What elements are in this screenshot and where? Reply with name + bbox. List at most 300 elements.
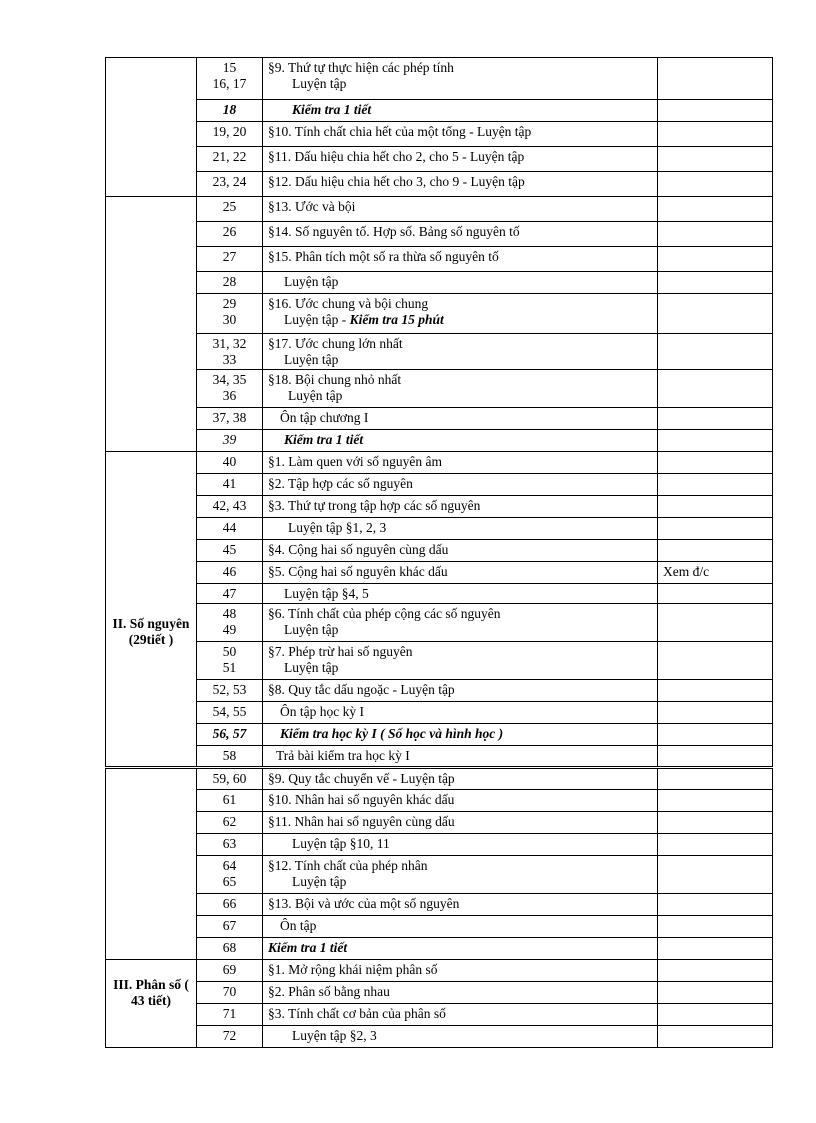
lesson-title: Luyện tập [284, 622, 339, 637]
period-number: 36 [222, 388, 237, 403]
lesson-title: Luyện tập [292, 76, 347, 91]
lesson-title: Luyện tập §2, 3 [292, 1028, 377, 1043]
period-number-cell [197, 540, 263, 562]
lesson-line [268, 498, 657, 514]
lesson-title: Luyện tập §10, 11 [292, 836, 390, 851]
lesson-line [268, 962, 657, 978]
lesson-title: §13. Bội và ước của một số nguyên [268, 896, 460, 911]
period-number: 45 [222, 542, 237, 557]
lesson-line [268, 814, 657, 830]
note-cell [658, 518, 773, 540]
lesson-cell [263, 408, 658, 430]
period-number-cell [197, 496, 263, 518]
period-number: 62 [222, 814, 237, 829]
period-number-cell [197, 474, 263, 496]
table-row [106, 584, 773, 604]
period-number: 28 [222, 274, 237, 289]
note-cell [658, 496, 773, 518]
period-number-cell [197, 834, 263, 856]
lesson-cell [263, 58, 658, 100]
period-number-cell [197, 982, 263, 1004]
section-cell [106, 768, 197, 960]
lesson-cell [263, 430, 658, 452]
period-number: 23, 24 [212, 174, 247, 189]
lesson-line [268, 296, 657, 312]
lesson-cell [263, 1026, 658, 1048]
lesson-line [268, 726, 657, 742]
lesson-line [268, 564, 657, 580]
section-title: III. Phân số ( 43 tiết) [106, 960, 197, 1026]
period-number: 61 [222, 792, 237, 807]
lesson-line [268, 771, 657, 787]
lesson-cell [263, 584, 658, 604]
lesson-line [268, 149, 657, 165]
lesson-title: §12. Tính chất của phép nhân [268, 858, 428, 873]
table-row [106, 197, 773, 222]
period-number-cell [197, 334, 263, 370]
lesson-title: §10. Nhân hai số nguyên khác dấu [268, 792, 455, 807]
note-cell [658, 834, 773, 856]
lesson-line [268, 432, 657, 448]
lesson-cell [263, 768, 658, 790]
lesson-cell [263, 518, 658, 540]
period-number-cell [197, 272, 263, 294]
lesson-title: Luyện tập [288, 388, 343, 403]
table-row [106, 247, 773, 272]
lesson-cell [263, 856, 658, 894]
lesson-line [268, 874, 657, 890]
note-cell [658, 702, 773, 724]
table-row [106, 100, 773, 122]
section-cell [106, 452, 197, 584]
lesson-line [268, 984, 657, 1000]
lesson-line [268, 124, 657, 140]
note-cell [658, 1004, 773, 1026]
note-cell [658, 474, 773, 496]
lesson-cell [263, 452, 658, 474]
note-cell [658, 790, 773, 812]
lesson-line [268, 644, 657, 660]
lesson-line [268, 274, 657, 290]
table-row [106, 452, 773, 474]
note-cell [658, 147, 773, 172]
lesson-line [268, 199, 657, 215]
table-row [106, 562, 773, 584]
lesson-title: §5. Cộng hai số nguyên khác dấu [268, 564, 448, 579]
lesson-cell [263, 916, 658, 938]
period-number-cell [197, 197, 263, 222]
period-number: 34, 35 [212, 372, 247, 387]
period-number: 44 [222, 520, 237, 535]
lesson-cell [263, 960, 658, 982]
lesson-line [268, 174, 657, 190]
note-cell [658, 272, 773, 294]
period-number: 50 [222, 644, 237, 659]
table-row [106, 474, 773, 496]
lesson-line [268, 606, 657, 622]
lesson-line [268, 249, 657, 265]
note-cell [658, 334, 773, 370]
lesson-line [268, 76, 657, 92]
lesson-line [268, 410, 657, 426]
lesson-title: §1. Làm quen với số nguyên âm [268, 454, 442, 469]
table-row [106, 172, 773, 197]
table-row [106, 518, 773, 540]
lesson-title: §12. Dấu hiệu chia hết cho 3, cho 9 - Luyện tập [268, 174, 525, 189]
lesson-cell [263, 1004, 658, 1026]
lesson-line [268, 660, 657, 676]
lesson-title: Ôn tập chương I [280, 410, 369, 425]
table-row [106, 746, 773, 768]
period-number-cell [197, 222, 263, 247]
period-number: 72 [222, 1028, 237, 1043]
period-number: 37, 38 [212, 410, 247, 425]
note-cell [658, 197, 773, 222]
table-row [106, 724, 773, 746]
period-number-cell [197, 680, 263, 702]
lesson-title: §1. Mở rộng khái niệm phân số [268, 962, 438, 977]
lesson-cell [263, 474, 658, 496]
table-row [106, 430, 773, 452]
lesson-title: Luyện tập §4, 5 [284, 586, 369, 601]
lesson-schedule-table [105, 57, 773, 1048]
table-row [106, 1026, 773, 1048]
lesson-line [268, 60, 657, 76]
period-number-cell [197, 1026, 263, 1048]
period-number: 19, 20 [212, 124, 247, 139]
note-cell [658, 724, 773, 746]
lesson-cell [263, 894, 658, 916]
lesson-cell [263, 370, 658, 408]
note-cell [658, 430, 773, 452]
lesson-line [268, 586, 657, 602]
lesson-line [268, 476, 657, 492]
note-cell [658, 642, 773, 680]
section-cell [106, 680, 197, 768]
period-number: 46 [222, 564, 237, 579]
period-number: 58 [222, 748, 237, 763]
period-number-cell [197, 856, 263, 894]
lesson-title: §15. Phân tích một số ra thừa số nguyên tố [268, 249, 499, 264]
period-number: 25 [222, 199, 237, 214]
note-cell [658, 746, 773, 768]
section-cell [106, 1026, 197, 1048]
lesson-line [268, 748, 657, 764]
lesson-title: §6. Tính chất của phép cộng các số nguyên [268, 606, 501, 621]
lesson-cell [263, 334, 658, 370]
note-cell [658, 584, 773, 604]
period-number: 48 [222, 606, 237, 621]
period-number-cell [197, 790, 263, 812]
period-number-cell [197, 294, 263, 334]
table-row [106, 604, 773, 642]
lesson-title: Luyện tập [292, 874, 347, 889]
table-row [106, 768, 773, 790]
period-number: 15 [222, 60, 237, 75]
period-number: 66 [222, 896, 237, 911]
note-cell [658, 172, 773, 197]
table-row [106, 790, 773, 812]
lesson-title: Luyện tập [284, 274, 339, 289]
note-cell [658, 856, 773, 894]
note-cell [658, 247, 773, 272]
lesson-title: §3. Thứ tự trong tập hợp các số nguyên [268, 498, 481, 513]
lesson-cell [263, 247, 658, 272]
table-row [106, 982, 773, 1004]
period-number: 29 [222, 296, 237, 311]
period-number-cell [197, 122, 263, 147]
note-cell [658, 938, 773, 960]
lesson-cell [263, 562, 658, 584]
lesson-title: §14. Số nguyên tố. Hợp số. Bảng số nguyên tố [268, 224, 520, 239]
table-row [106, 960, 773, 982]
period-number: 52, 53 [212, 682, 247, 697]
note-cell [658, 370, 773, 408]
period-number-cell [197, 452, 263, 474]
note-cell [658, 540, 773, 562]
note-cell: Xem đ/c [658, 562, 773, 584]
table-row [106, 834, 773, 856]
note-cell [658, 100, 773, 122]
lesson-title: §8. Quy tắc dấu ngoặc - Luyện tập [268, 682, 455, 697]
period-number: 31, 32 [212, 336, 247, 351]
period-number: 40 [222, 454, 237, 469]
lesson-line [268, 682, 657, 698]
note-cell [658, 768, 773, 790]
lesson-line [268, 918, 657, 934]
lesson-line [268, 388, 657, 404]
period-number: 47 [222, 586, 237, 601]
period-number-cell [197, 100, 263, 122]
lesson-cell [263, 834, 658, 856]
period-number-cell [197, 894, 263, 916]
note-cell [658, 680, 773, 702]
period-number-cell [197, 147, 263, 172]
period-number-cell [197, 746, 263, 768]
period-number: 64 [222, 858, 237, 873]
lesson-title: §2. Phân số bằng nhau [268, 984, 390, 999]
table-row [106, 222, 773, 247]
period-number: 71 [222, 1006, 237, 1021]
lesson-line [268, 542, 657, 558]
table-row [106, 702, 773, 724]
lesson-title: Kiểm tra 1 tiết [292, 102, 372, 117]
lesson-title: Kiểm tra 1 tiết [284, 432, 364, 447]
lesson-line [268, 858, 657, 874]
period-number: 67 [222, 918, 237, 933]
table-row [106, 894, 773, 916]
period-number: 49 [222, 622, 237, 637]
table-row [106, 122, 773, 147]
table-row [106, 680, 773, 702]
period-number: 65 [222, 874, 237, 889]
period-number-cell [197, 916, 263, 938]
note-cell [658, 812, 773, 834]
lesson-line [268, 1006, 657, 1022]
note-cell [658, 58, 773, 100]
lesson-line [268, 836, 657, 852]
note-cell [658, 452, 773, 474]
period-number-cell [197, 812, 263, 834]
lesson-title: §17. Ước chung lớn nhất [268, 336, 403, 351]
lesson-cell [263, 938, 658, 960]
lesson-cell [263, 790, 658, 812]
lesson-title: §16. Ước chung và bội chung [268, 296, 429, 311]
table-row [106, 1004, 773, 1026]
lesson-cell [263, 604, 658, 642]
table-row [106, 408, 773, 430]
lesson-cell [263, 222, 658, 247]
period-number: 26 [222, 224, 237, 239]
lesson-line [268, 520, 657, 536]
note-cell [658, 1026, 773, 1048]
lesson-cell [263, 496, 658, 518]
lesson-title: §4. Cộng hai số nguyên cùng dấu [268, 542, 449, 557]
lesson-line [268, 940, 657, 956]
note-cell [658, 916, 773, 938]
period-number-cell [197, 58, 263, 100]
lesson-cell [263, 702, 658, 724]
table-row [106, 642, 773, 680]
lesson-title: §11. Dấu hiệu chia hết cho 2, cho 5 - Luyện tập [268, 149, 525, 164]
lesson-title: §11. Nhân hai số nguyên cùng dấu [268, 814, 455, 829]
lesson-line [268, 102, 657, 118]
period-number: 54, 55 [212, 704, 247, 719]
lesson-line [268, 224, 657, 240]
note-cell [658, 982, 773, 1004]
lesson-cell [263, 746, 658, 768]
lesson-title: Ôn tập [280, 918, 317, 933]
lesson-title: §10. Tính chất chia hết của một tổng - Luyện tập [268, 124, 532, 139]
period-number: 27 [222, 249, 237, 264]
lesson-cell [263, 294, 658, 334]
lesson-line [268, 896, 657, 912]
note-cell [658, 294, 773, 334]
period-number-cell [197, 518, 263, 540]
section-title: II. Số nguyên (29tiết ) [106, 584, 197, 680]
note-cell [658, 960, 773, 982]
lesson-title: §9. Thứ tự thực hiện các phép tính [268, 60, 454, 75]
period-number: 30 [222, 312, 237, 327]
lesson-title: §7. Phép trừ hai số nguyên [268, 644, 413, 659]
lesson-test-note: Kiểm tra 15 phút [349, 312, 444, 327]
table-row [106, 540, 773, 562]
table-row [106, 856, 773, 894]
lesson-cell [263, 122, 658, 147]
lesson-cell [263, 172, 658, 197]
period-number-cell [197, 724, 263, 746]
lesson-title: Ôn tập học kỳ I [280, 704, 364, 719]
section-cell [106, 58, 197, 197]
period-number: 16, 17 [212, 76, 247, 91]
lesson-title: Luyện tập - [284, 312, 350, 327]
table-row [106, 370, 773, 408]
lesson-title: Kiểm tra 1 tiết [268, 940, 348, 955]
table-row [106, 272, 773, 294]
note-cell [658, 222, 773, 247]
lesson-cell [263, 540, 658, 562]
period-number: 63 [222, 836, 237, 851]
lesson-title: §9. Quy tắc chuyển vế - Luyện tập [268, 771, 455, 786]
lesson-line [268, 312, 657, 328]
lesson-title: §13. Ước và bội [268, 199, 356, 214]
lesson-title: Luyện tập [284, 660, 339, 675]
table-row [106, 147, 773, 172]
table-row [106, 496, 773, 518]
period-number: 41 [222, 476, 237, 491]
period-number-cell [197, 172, 263, 197]
period-number: 70 [222, 984, 237, 999]
period-number-cell [197, 370, 263, 408]
period-number-cell [197, 562, 263, 584]
period-number-cell [197, 1004, 263, 1026]
table-row [106, 812, 773, 834]
period-number: 42, 43 [212, 498, 247, 513]
section-cell [106, 197, 197, 452]
lesson-title: §2. Tập hợp các số nguyên [268, 476, 413, 491]
note-cell [658, 122, 773, 147]
period-number-cell [197, 768, 263, 790]
note-cell [658, 604, 773, 642]
lesson-cell [263, 197, 658, 222]
note-cell [658, 408, 773, 430]
table-row [106, 294, 773, 334]
table-row [106, 938, 773, 960]
table-row [106, 58, 773, 100]
lesson-line [268, 792, 657, 808]
lesson-title: Luyện tập [284, 352, 339, 367]
period-number: 51 [222, 660, 237, 675]
lesson-line [268, 622, 657, 638]
period-number: 18 [222, 102, 237, 117]
lesson-title: §18. Bội chung nhỏ nhất [268, 372, 402, 387]
lesson-cell [263, 272, 658, 294]
lesson-title: Luyện tập §1, 2, 3 [288, 520, 387, 535]
lesson-cell [263, 724, 658, 746]
period-number: 21, 22 [212, 149, 247, 164]
period-number-cell [197, 408, 263, 430]
lesson-cell [263, 100, 658, 122]
lesson-line [268, 704, 657, 720]
lesson-cell [263, 812, 658, 834]
lesson-line [268, 454, 657, 470]
period-number-cell [197, 430, 263, 452]
lesson-line [268, 336, 657, 352]
period-number: 68 [222, 940, 237, 955]
period-number: 59, 60 [212, 771, 247, 786]
note-cell [658, 894, 773, 916]
period-number: 69 [222, 962, 237, 977]
lesson-line [268, 1028, 657, 1044]
period-number-cell [197, 604, 263, 642]
lesson-cell [263, 982, 658, 1004]
period-number: 39 [222, 432, 237, 447]
period-number-cell [197, 247, 263, 272]
lesson-title: Kiểm tra học kỳ I ( Số học và hình học ) [280, 726, 504, 741]
period-number-cell [197, 584, 263, 604]
table-row [106, 334, 773, 370]
lesson-cell [263, 680, 658, 702]
period-number-cell [197, 960, 263, 982]
table-row [106, 916, 773, 938]
lesson-cell [263, 642, 658, 680]
lesson-line [268, 372, 657, 388]
period-number-cell [197, 642, 263, 680]
period-number: 56, 57 [212, 726, 247, 741]
lesson-title: §3. Tính chất cơ bản của phân số [268, 1006, 446, 1021]
period-number-cell [197, 702, 263, 724]
lesson-cell [263, 147, 658, 172]
